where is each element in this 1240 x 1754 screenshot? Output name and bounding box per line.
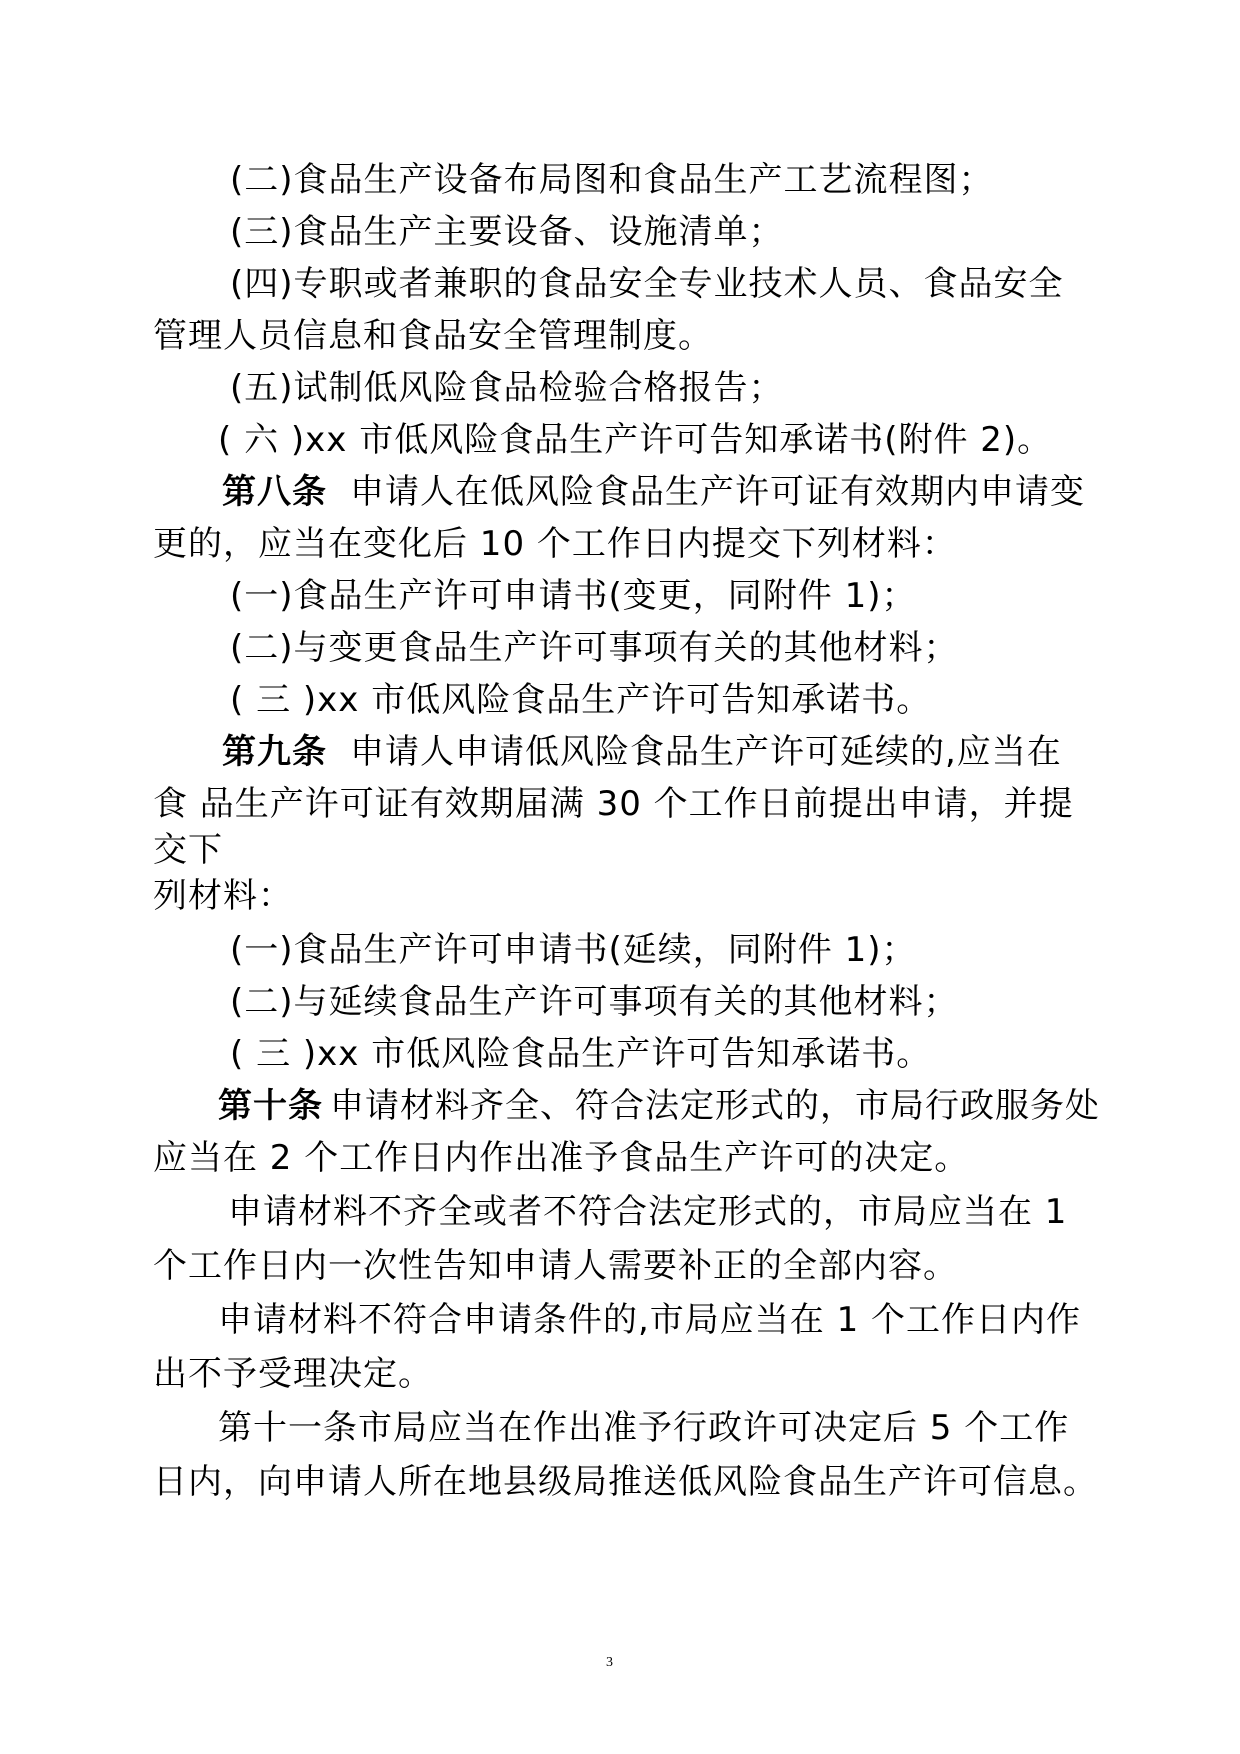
article-9-text-line4: 列材料： [153, 876, 293, 916]
article-9-text-line3: 交下 [153, 830, 223, 870]
article-9-item-3: ( 三 )xx 市低风险食品生产许可告知承诺书。 [230, 1034, 932, 1074]
article-11-text-line1: 第十一条市局应当在作出准予行政许可决定后 5 个工作 [218, 1408, 1070, 1448]
article-10-para2-line2: 个工作日内一次性告知申请人需要补正的全部内容。 [153, 1246, 958, 1286]
article-10-para3-line1: 申请材料不符合申请条件的,市局应当在 1 个工作日内作 [218, 1300, 1082, 1340]
article-9-heading: 第九条 [222, 732, 327, 772]
article-9-item-1: (一)食品生产许可申请书(延续，同附件 1)； [230, 930, 917, 970]
article-8-heading: 第八条 [222, 472, 327, 512]
item-4-staff-info-line2: 管理人员信息和食品安全管理制度。 [153, 316, 713, 356]
article-10-para3-line2: 出不予受理决定。 [153, 1354, 433, 1394]
item-4-staff-info-line1: (四)专职或者兼职的食品安全专业技术人员、食品安全 [230, 264, 1064, 304]
article-10-heading: 第十条 [218, 1086, 323, 1126]
article-8-text-line2: 更的，应当在变化后 10 个工作日内提交下列材料： [153, 524, 957, 564]
article-8-text-line1: 申请人在低风险食品生产许可证有效期内申请变 [350, 472, 1085, 512]
item-6-commitment-letter: ( 六 )xx 市低风险食品生产许可告知承诺书(附件 2)。 [218, 420, 1053, 460]
article-9-text-line1: 申请人申请低风险食品生产许可延续的,应当在 [350, 732, 1062, 772]
article-10-text-line2: 应当在 2 个工作日内作出准予食品生产许可的决定。 [153, 1138, 970, 1178]
article-9-item-2: (二)与延续食品生产许可事项有关的其他材料； [230, 982, 959, 1022]
item-3-equipment-list: (三)食品生产主要设备、设施清单； [230, 212, 784, 252]
article-8-item-1: (一)食品生产许可申请书(变更，同附件 1)； [230, 576, 917, 616]
article-11-text-line2: 日内，向申请人所在地县级局推送低风险食品生产许可信息。 [153, 1462, 1098, 1502]
article-10-text-line1: 申请材料齐全、符合法定形式的，市局行政服务处 [330, 1086, 1100, 1126]
item-2-layout-flowchart: (二)食品生产设备布局图和食品生产工艺流程图； [230, 160, 994, 200]
item-5-test-report: (五)试制低风险食品检验合格报告； [230, 368, 784, 408]
article-10-para2-line1: 申请材料不齐全或者不符合法定形式的，市局应当在 1 [228, 1192, 1068, 1232]
page-number: 3 [606, 1655, 613, 1670]
article-8-item-2: (二)与变更食品生产许可事项有关的其他材料； [230, 628, 959, 668]
article-8-item-3: ( 三 )xx 市低风险食品生产许可告知承诺书。 [230, 680, 932, 720]
article-9-text-line2: 食 品生产许可证有效期届满 30 个工作日前提出申请，并提 [153, 784, 1074, 824]
